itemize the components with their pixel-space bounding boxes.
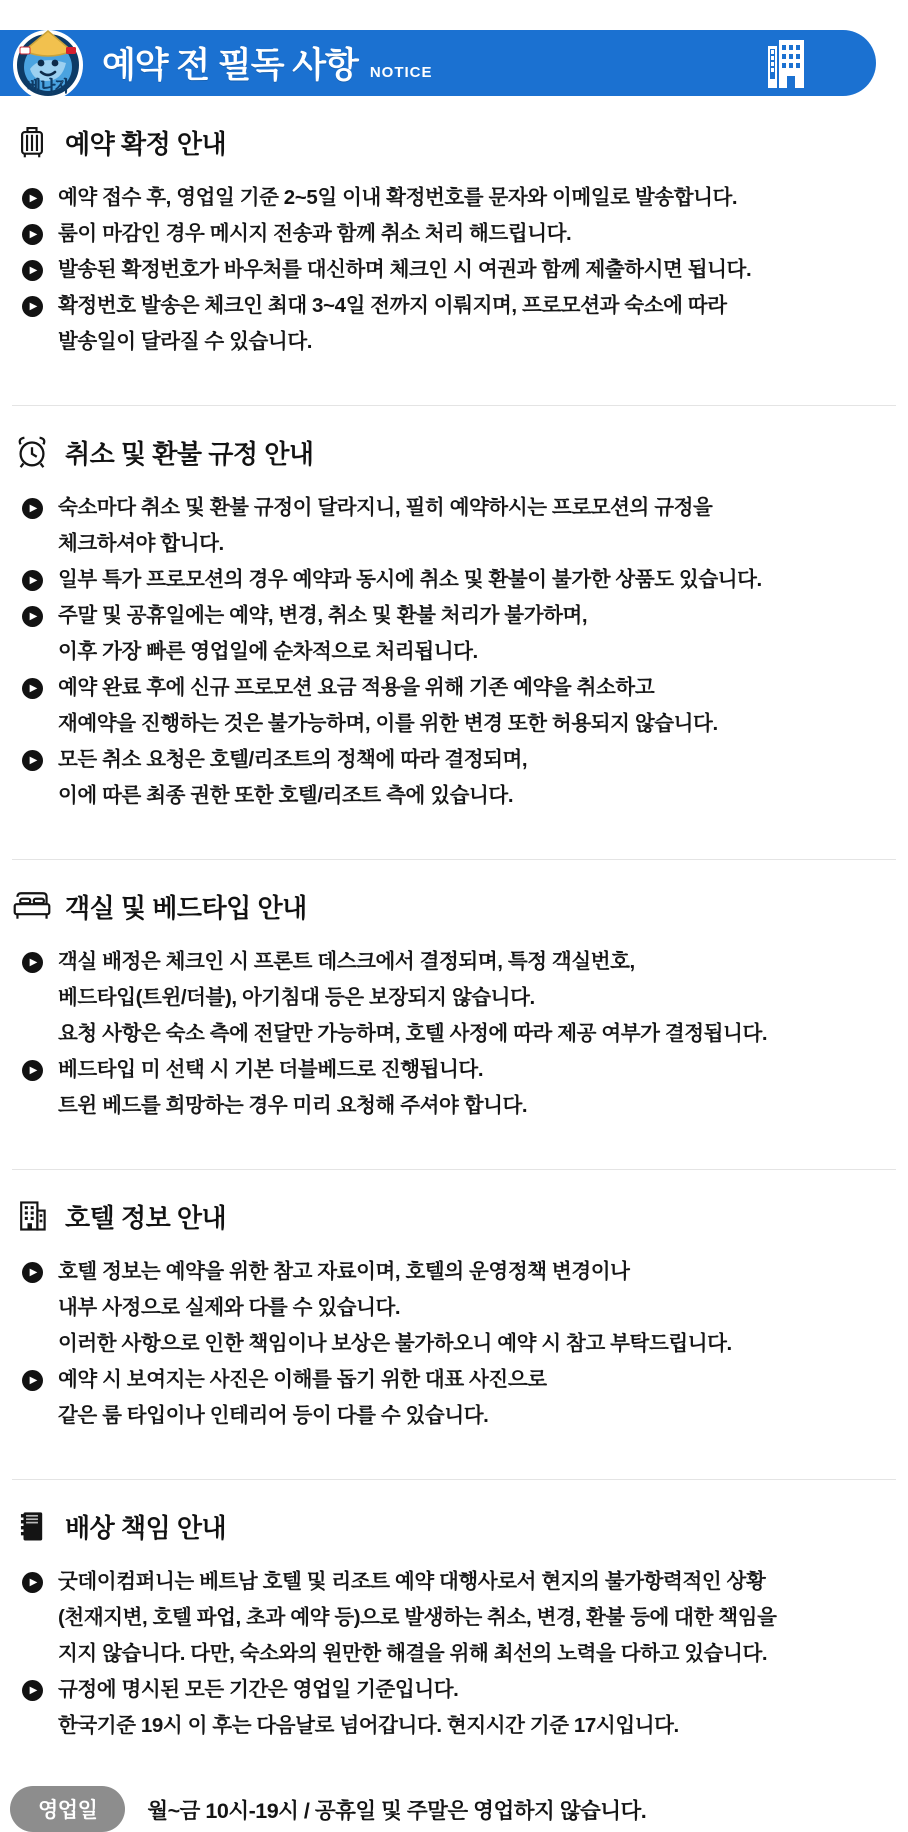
bullet-line: 내부 사정으로 실제와 다를 수 있습니다. xyxy=(58,1296,401,1319)
bullet-line: 굿데이컴퍼니는 베트남 호텔 및 리조트 예약 대행사로서 현지의 불가항력적인 상황 xyxy=(58,1570,766,1593)
section-divider xyxy=(12,859,896,860)
play-circle-icon: ▶ xyxy=(22,1572,43,1593)
bullet-text xyxy=(58,180,737,216)
section-title-label: 취소 및 환불 규정 안내 xyxy=(65,438,314,469)
bullet-line: 발송된 확정번호가 바우처를 대신하며 체크인 시 여권과 함께 제출하시면 됩니다. xyxy=(58,258,752,281)
bullet-list xyxy=(22,1254,896,1434)
bullet-list xyxy=(22,490,896,814)
business-hours-row xyxy=(10,1786,908,1832)
bullet-line: 이후 가장 빠른 영업일에 순차적으로 처리됩니다. xyxy=(58,640,478,663)
section-title xyxy=(12,1506,896,1546)
notice-header xyxy=(0,30,908,96)
building-icon xyxy=(12,1196,52,1236)
bullet-item xyxy=(22,1672,896,1744)
section-title xyxy=(12,1196,896,1236)
bullet-line: 주말 및 공휴일에는 예약, 변경, 취소 및 환불 처리가 불가하며, xyxy=(58,604,588,627)
bullet-text xyxy=(58,288,727,360)
section-title xyxy=(12,886,896,926)
bullet-item xyxy=(22,288,896,360)
bullet-line: 룸이 마감인 경우 메시지 전송과 함께 취소 처리 해드립니다. xyxy=(58,222,572,245)
bullet-line: 예약 접수 후, 영업일 기준 2~5일 이내 확정번호를 문자와 이메일로 발송합니다. xyxy=(58,186,738,209)
bullet-text xyxy=(58,598,587,670)
bullet-line: 규정에 명시된 모든 기간은 영업일 기준입니다. xyxy=(58,1678,459,1701)
page-subtitle: NOTICE xyxy=(369,64,433,81)
business-day-badge: 영업일 xyxy=(10,1786,125,1832)
bullet-list xyxy=(22,180,896,360)
play-circle-icon: ▶ xyxy=(22,224,43,245)
bullet-item xyxy=(22,490,896,562)
bullet-text xyxy=(58,742,527,814)
bullet-line: 요청 사항은 숙소 측에 전달만 가능하며, 호텔 사정에 따라 제공 여부가 결정됩니다. xyxy=(58,1022,768,1045)
bullet-line: 확정번호 발송은 체크인 최대 3~4일 전까지 이뤄지며, 프로모션과 숙소에 따라 xyxy=(58,294,727,317)
section-title-label: 객실 및 베드타입 안내 xyxy=(65,892,307,923)
notice-sections xyxy=(0,122,908,1744)
bullet-line: 베드타입(트윈/더블), 아기침대 등은 보장되지 않습니다. xyxy=(58,986,535,1009)
bullet-item xyxy=(22,1052,896,1124)
alarm-clock-icon xyxy=(12,432,52,472)
logo-text: 베나자 xyxy=(26,78,70,95)
ledger-book-icon xyxy=(12,1506,52,1546)
mascot-globe-icon xyxy=(10,25,86,101)
bullet-line: 예약 시 보여지는 사진은 이해를 돕기 위한 대표 사진으로 xyxy=(58,1368,547,1391)
bullet-item xyxy=(22,1254,896,1362)
section-title-label: 예약 확정 안내 xyxy=(65,128,227,159)
section xyxy=(12,1196,896,1434)
bullet-text xyxy=(58,670,718,742)
play-circle-icon: ▶ xyxy=(22,260,43,281)
play-circle-icon: ▶ xyxy=(22,1680,43,1701)
bullet-item xyxy=(22,742,896,814)
bullet-line: 재예약을 진행하는 것은 불가능하며, 이를 위한 변경 또한 허용되지 않습니다. xyxy=(58,712,718,735)
play-circle-icon: ▶ xyxy=(22,498,43,519)
play-circle-icon: ▶ xyxy=(22,1060,43,1081)
bullet-line: 모든 취소 요청은 호텔/리조트의 정책에 따라 결정되며, xyxy=(58,748,528,771)
bullet-line: 호텔 정보는 예약을 위한 참고 자료이며, 호텔의 운영정책 변경이나 xyxy=(58,1260,630,1283)
bullet-item xyxy=(22,598,896,670)
bullet-line: 일부 특가 프로모션의 경우 예약과 동시에 취소 및 환불이 불가한 상품도 있습니다. xyxy=(58,568,762,591)
bullet-line: 객실 배정은 체크인 시 프론트 데스크에서 결정되며, 특정 객실번호, xyxy=(58,950,635,973)
play-circle-icon: ▶ xyxy=(22,606,43,627)
bullet-line: 한국기준 19시 이 후는 다음날로 넘어갑니다. 현지시간 기준 17시입니다. xyxy=(58,1714,679,1737)
bullet-line: 발송일이 달라질 수 있습니다. xyxy=(58,330,313,353)
section-divider xyxy=(12,1169,896,1170)
section xyxy=(12,1506,896,1744)
bullet-line: 이에 따른 최종 권한 또한 호텔/리조트 측에 있습니다. xyxy=(58,784,514,807)
bullet-line: 숙소마다 취소 및 환불 규정이 달라지니, 필히 예약하시는 프로모션의 규정을 xyxy=(58,496,713,519)
bullet-line: 같은 룸 타입이나 인테리어 등이 다를 수 있습니다. xyxy=(58,1404,489,1427)
bullet-text xyxy=(58,216,571,252)
bullet-text xyxy=(58,1564,776,1672)
bullet-item xyxy=(22,562,896,598)
header-bar xyxy=(0,30,876,96)
bullet-line: 체크하셔야 합니다. xyxy=(58,532,224,555)
bullet-text xyxy=(58,1254,732,1362)
bullet-item xyxy=(22,216,896,252)
bullet-item xyxy=(22,670,896,742)
section xyxy=(12,122,896,360)
section-divider xyxy=(12,1479,896,1480)
bullet-item xyxy=(22,944,896,1052)
play-circle-icon: ▶ xyxy=(22,952,43,973)
bullet-text xyxy=(58,490,712,562)
bullet-line: 베드타입 미 선택 시 기본 더블베드로 진행됩니다. xyxy=(58,1058,484,1081)
luggage-icon xyxy=(12,122,52,162)
section-title-label: 배상 책임 안내 xyxy=(65,1512,227,1543)
bullet-text xyxy=(58,1362,547,1434)
play-circle-icon: ▶ xyxy=(22,1370,43,1391)
page-title: 예약 전 필독 사항 xyxy=(102,46,358,85)
bullet-line: 트윈 베드를 희망하는 경우 미리 요청해 주셔야 합니다. xyxy=(58,1094,528,1117)
play-circle-icon: ▶ xyxy=(22,1262,43,1283)
bullet-item xyxy=(22,180,896,216)
play-circle-icon: ▶ xyxy=(22,750,43,771)
bullet-item xyxy=(22,252,896,288)
bullet-line: 예약 완료 후에 신규 프로모션 요금 적용을 위해 기존 예약을 취소하고 xyxy=(58,676,655,699)
bullet-text xyxy=(58,252,751,288)
section-title xyxy=(12,432,896,472)
business-hours-text: 월~금 10시-19시 / 공휴일 및 주말은 영업하지 않습니다. xyxy=(147,1798,647,1823)
play-circle-icon: ▶ xyxy=(22,570,43,591)
play-circle-icon: ▶ xyxy=(22,678,43,699)
play-circle-icon: ▶ xyxy=(22,296,43,317)
bullet-line: 지지 않습니다. 다만, 숙소와의 원만한 해결을 위해 최선의 노력을 다하고 있습니다. xyxy=(58,1642,768,1665)
bullet-text xyxy=(58,1052,527,1124)
bullet-item xyxy=(22,1362,896,1434)
bullet-text xyxy=(58,562,762,598)
section xyxy=(12,886,896,1124)
bed-icon xyxy=(12,886,52,926)
bullet-list xyxy=(22,1564,896,1744)
section-title xyxy=(12,122,896,162)
section-title-label: 호텔 정보 안내 xyxy=(65,1202,227,1233)
bullet-item xyxy=(22,1564,896,1672)
bullet-list xyxy=(22,944,896,1124)
bullet-line: (천재지변, 호텔 파업, 초과 예약 등)으로 발생하는 취소, 변경, 환불 등에 대한 책임을 xyxy=(58,1606,777,1629)
bullet-text xyxy=(58,944,767,1052)
play-circle-icon: ▶ xyxy=(22,188,43,209)
bullet-line: 이러한 사항으로 인한 책임이나 보상은 불가하오니 예약 시 참고 부탁드립니다. xyxy=(58,1332,732,1355)
hotel-building-icon xyxy=(768,40,804,88)
bullet-text xyxy=(58,1672,679,1744)
section xyxy=(12,432,896,814)
section-divider xyxy=(12,405,896,406)
